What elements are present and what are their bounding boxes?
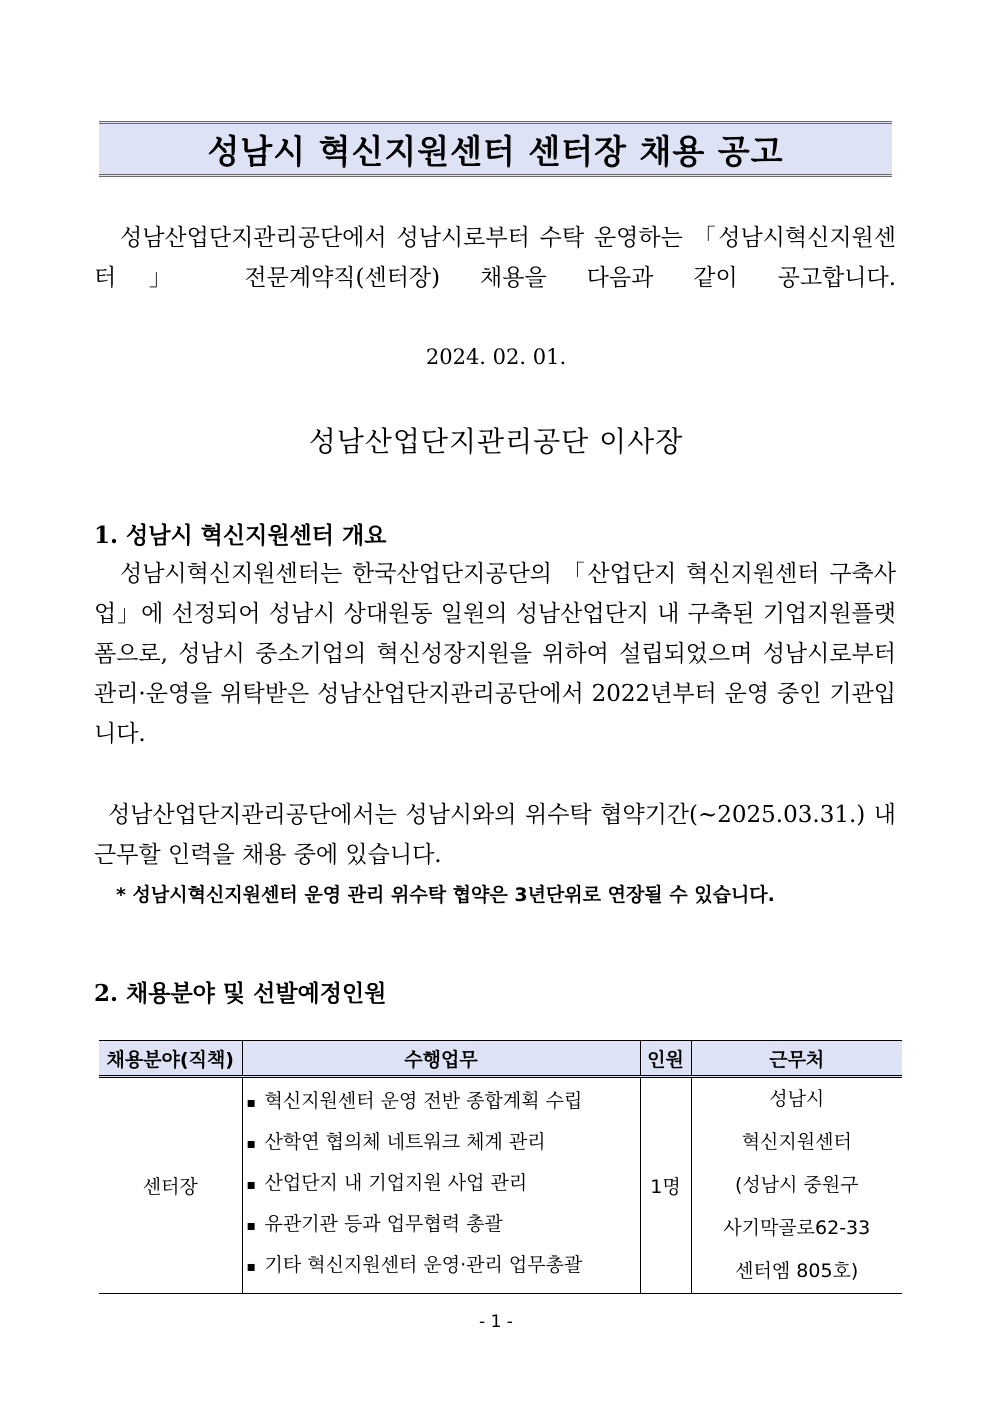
title-banner xyxy=(99,121,892,177)
issuer-name: 성남산업단지관리공단 이사장 xyxy=(308,425,684,458)
cell-position: 센터장 xyxy=(99,1077,242,1294)
header-workplace: 근무처 xyxy=(691,1041,902,1077)
table-row xyxy=(99,1077,902,1294)
cell-headcount: 1명 xyxy=(640,1077,691,1294)
header-position: 채용분야(직책) xyxy=(99,1041,242,1077)
cell-workplace xyxy=(691,1077,902,1294)
page-number: - 1 - xyxy=(479,1312,513,1332)
workplace-line: 성남시 xyxy=(769,1088,825,1110)
duty-item: ▪ 산업단지 내 기업지원 사업 관리 xyxy=(247,1164,640,1205)
announcement-date: 2024. 02. 01. xyxy=(425,345,567,369)
workplace-line: (성남시 중원구 xyxy=(734,1174,859,1196)
cell-duties xyxy=(242,1077,640,1294)
page-title: 성남시 혁신지원센터 센터장 채용 공고 xyxy=(207,131,784,171)
section1-body: 성남시혁신지원센터는 한국산업단지공단의 「산업단지 혁신지원센터 구축사업」에 선정되어 성남시 상대원동 일원의 성남산업단지 내 구축된 기업지원플랫폼으로, 성남시 중소기업의 혁신성장지원을 위하여 설립되었으며 성남시로부터 관리·운영을 위탁받은 성남산업단지관리공단에서 2022년부터 운영 중인 기관입니다. xyxy=(94,561,896,747)
section2-heading: 2. 채용분야 및 선발예정인원 xyxy=(94,980,387,1007)
workplace-line: 혁신지원센터 xyxy=(741,1131,852,1153)
duties-list xyxy=(243,1078,640,1293)
header-headcount: 인원 xyxy=(640,1041,691,1077)
workplace-line: 센터엠 805호) xyxy=(735,1260,859,1282)
section1-note: * 성남시혁신지원센터 운영 관리 위수탁 협약은 3년단위로 연장될 수 있습니다. xyxy=(116,884,775,906)
duty-item: ▪ 기타 혁신지원센터 운영·관리 업무총괄 xyxy=(247,1246,640,1287)
duty-item: ▪ 유관기관 등과 업무협력 총괄 xyxy=(247,1205,640,1246)
duty-item: ▪ 혁신지원센터 운영 전반 종합계획 수립 xyxy=(247,1082,640,1123)
header-duties: 수행업무 xyxy=(242,1041,640,1077)
section1-body2: 성남산업단지관리공단에서는 성남시와의 위수탁 협약기간(~2025.03.31.) 내 근무할 인력을 채용 중에 있습니다. xyxy=(94,802,896,868)
section1-heading: 1. 성남시 혁신지원센터 개요 xyxy=(94,522,387,549)
intro-paragraph: 성남산업단지관리공단에서 성남시로부터 수탁 운영하는 「성남시혁신지원센터」 전문계약직(센터장) 채용을 다음과 같이 공고합니다. xyxy=(94,225,896,291)
duty-item: ▪ 산학연 협의체 네트워크 체계 관리 xyxy=(247,1123,640,1164)
recruitment-table xyxy=(99,1040,902,1294)
table-header-row xyxy=(99,1041,902,1077)
workplace-line: 사기막골로62-33 xyxy=(723,1217,871,1239)
